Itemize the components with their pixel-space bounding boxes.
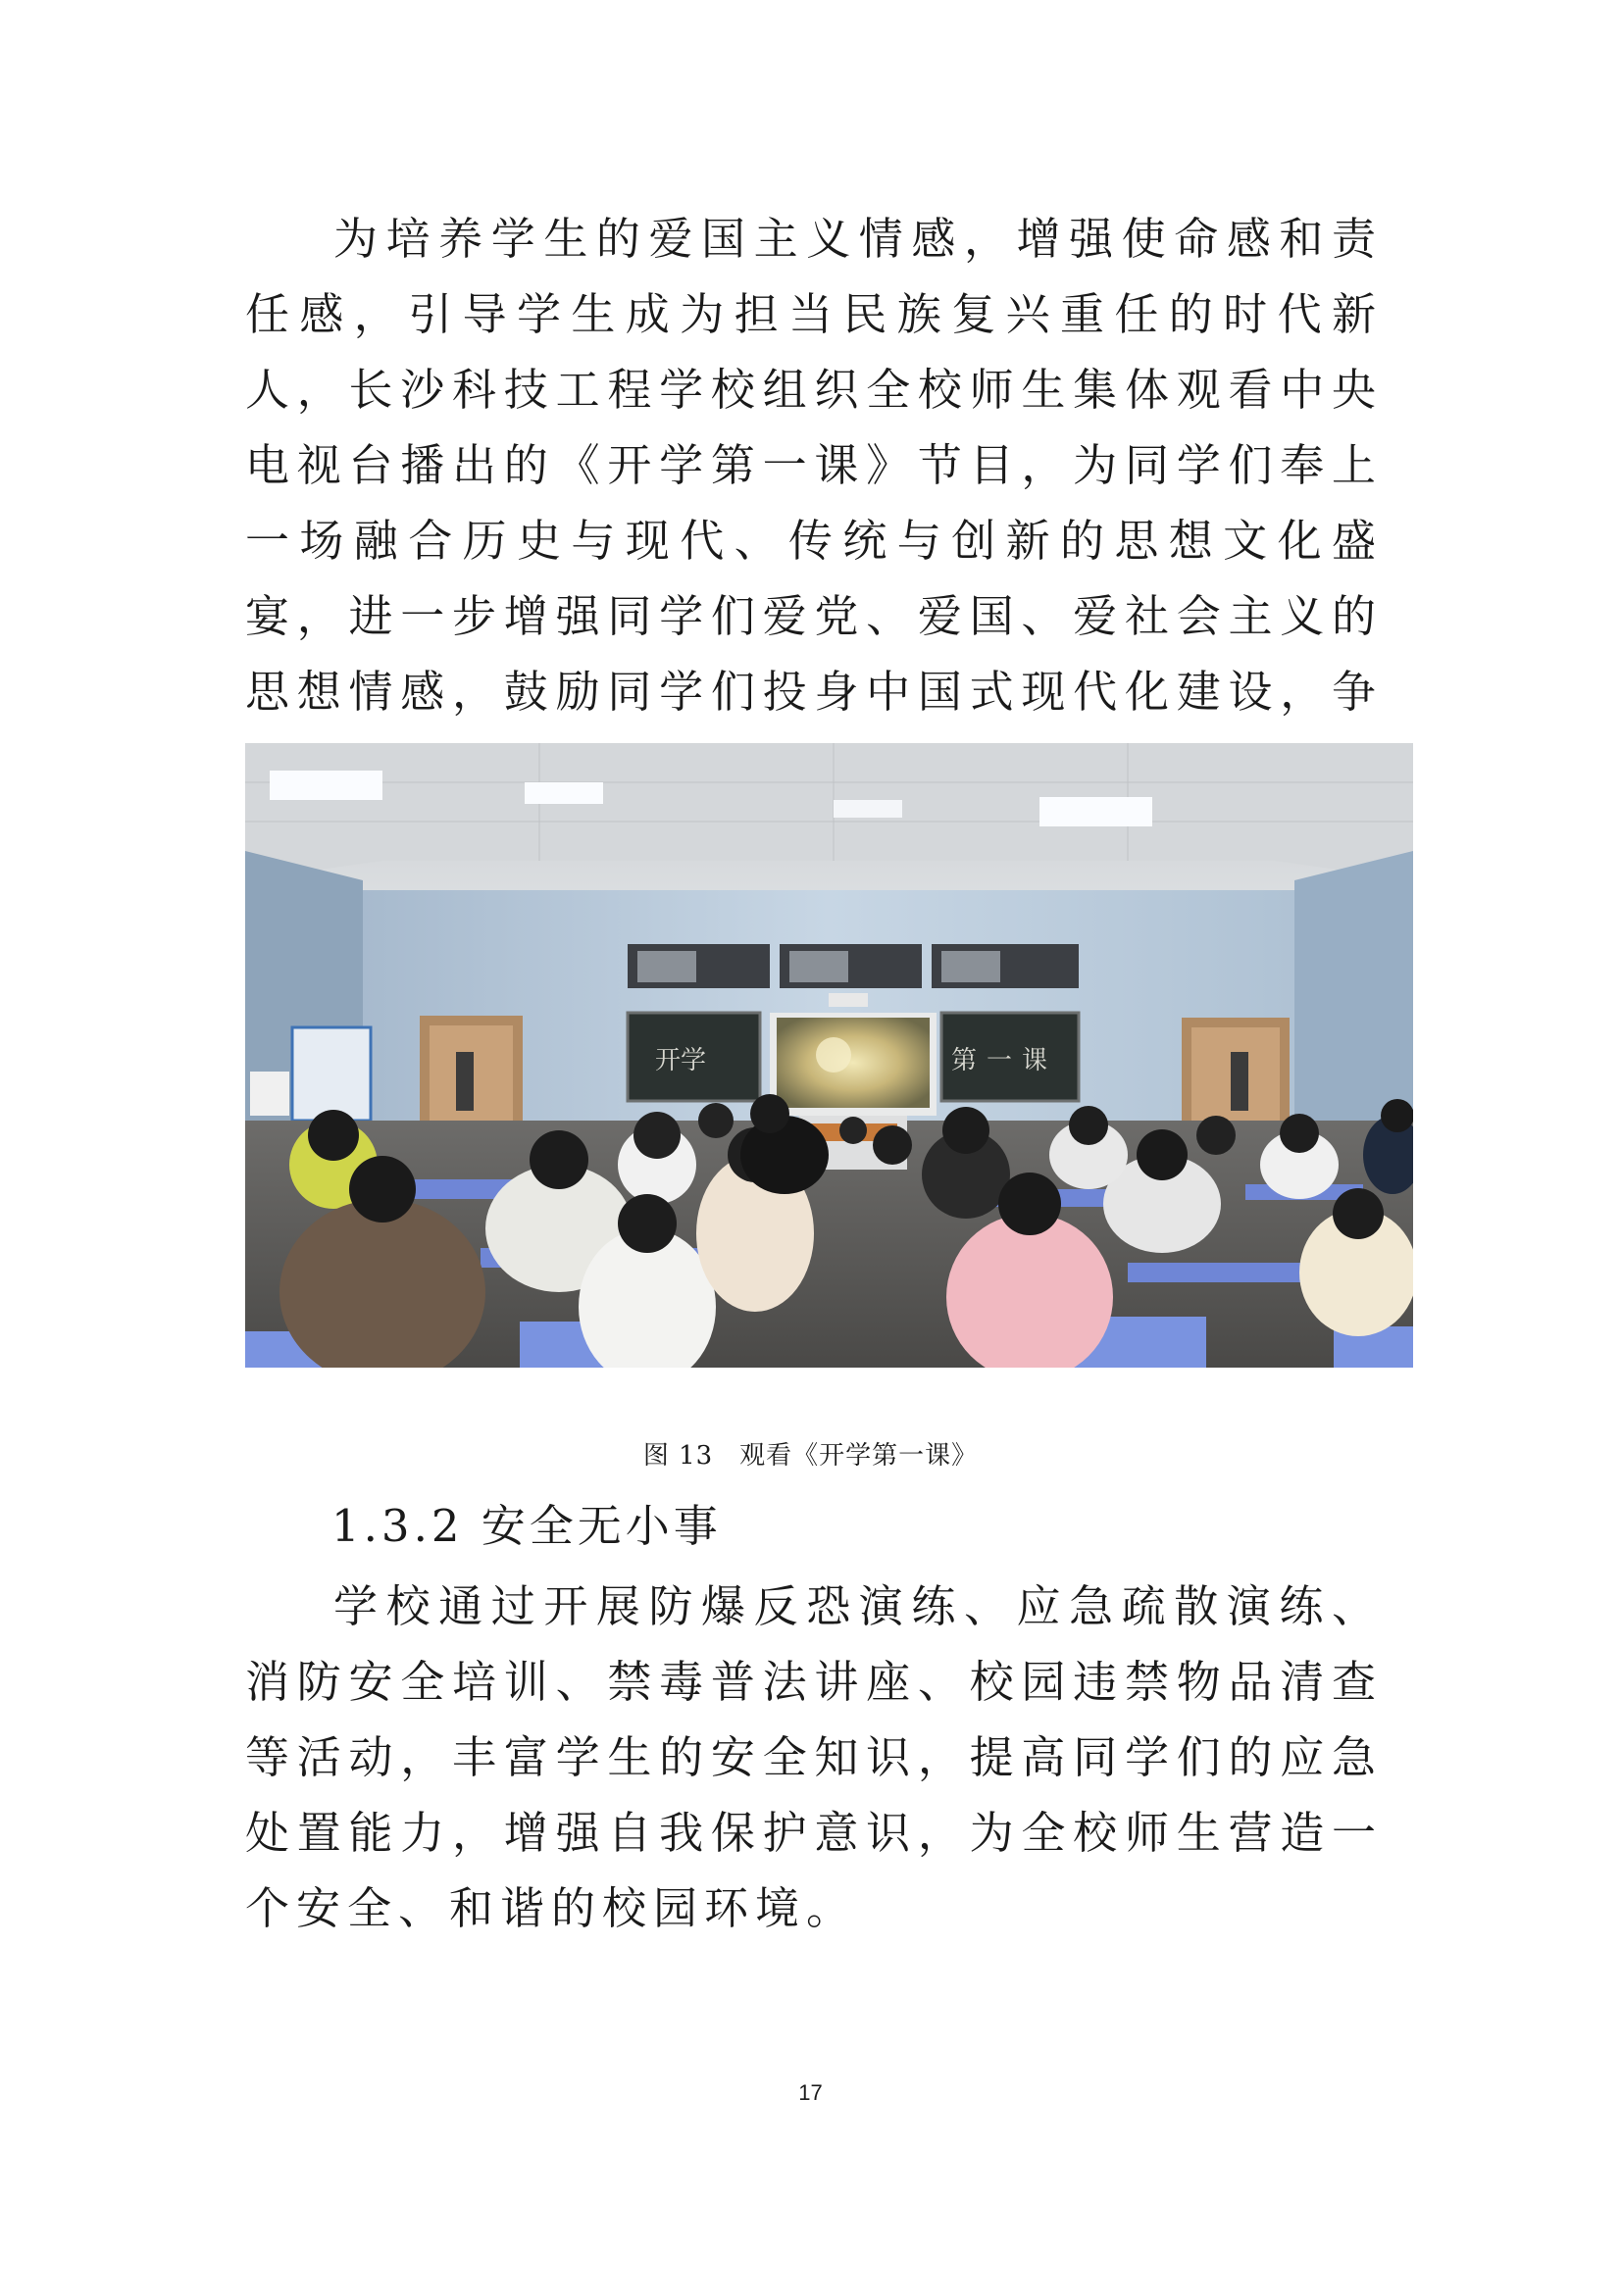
- intro-paragraph: 为培养学生的爱国主义情感，增强使命感和责任感，引导学生成为担当民族复兴重任的时代新人，长沙科技工程学校组织全校师生集体观看中央电视台播出的《开学第一课》节目，为同学们奉上一场融合历史与现代、传统与创新的思想文化盛宴，进一步增强同学们爱党、爱国、爱社会主义的思想情感，鼓励同学们投身中国式现代化建设，争: [245, 213, 1383, 718]
- page-number: 17: [798, 2080, 823, 2105]
- section-heading: 1.3.2 安全无小事: [331, 1500, 722, 1552]
- classroom-photo: [245, 743, 1413, 1368]
- safety-paragraph: 学校通过开展防爆反恐演练、应急疏散演练、消防安全培训、禁毒普法讲座、校园违禁物品清查等活动，丰富学生的安全知识，提高同学们的应急处置能力，增强自我保护意识，为全校师生营造一个安全、和谐的校园环境。: [245, 1580, 1383, 1934]
- board-right-text: 第一课: [951, 1046, 1058, 1075]
- board-left-text: 开学: [655, 1046, 707, 1075]
- figure-caption: 图 13 观看《开学第一课》: [642, 1441, 979, 1471]
